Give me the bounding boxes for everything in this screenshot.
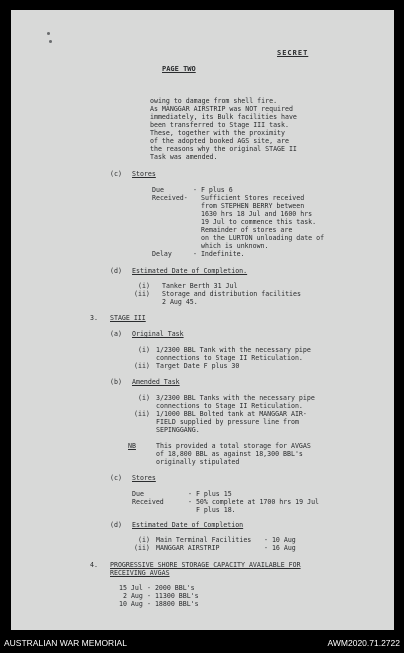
item-label: (c)	[110, 474, 122, 482]
text-line: Task was amended.	[150, 153, 218, 161]
document-page	[11, 10, 394, 630]
item-label: (a)	[110, 330, 122, 338]
item-label: (d)	[110, 521, 122, 529]
item-number: (i)	[138, 346, 150, 354]
text-line: been transferred to Stage III task.	[150, 121, 289, 129]
due-value: - F plus 6	[193, 186, 233, 194]
text-line: Sufficient Stores received	[201, 194, 305, 202]
section-title: RECEIVING AVGAS	[110, 569, 170, 577]
text-line: 1/2300 BBL Tank with the necessary pipe	[156, 346, 311, 354]
row-value: - 18800 BBL's	[147, 600, 199, 608]
text-line: Target Date F plus 30	[156, 362, 240, 370]
text-line: on the LURTON unloading date of	[201, 234, 325, 242]
text-line: 19 Jul to commence this task.	[201, 218, 317, 226]
text-line: from STEPHEN BERRY between	[201, 202, 305, 210]
subsection-title: Estimated Date of Completion	[132, 521, 244, 529]
subsection-title: Amended Task	[132, 378, 180, 386]
classification-marking: SECRET	[277, 49, 309, 57]
punch-hole	[47, 32, 50, 35]
delay-label: Delay	[152, 250, 172, 258]
row-date: 15 Jul	[119, 584, 143, 592]
text-line: of 18,800 BBL as against 18,300 BBL's	[156, 450, 303, 458]
item-number: (i)	[138, 282, 150, 290]
text-line: originally stipulated	[156, 458, 240, 466]
section-number: 4.	[90, 561, 98, 569]
text-line: Remainder of stores are	[201, 226, 293, 234]
date-value: - 10 Aug	[264, 536, 296, 544]
due-label: Due	[132, 490, 144, 498]
text-line: These, together with the proximity	[150, 129, 285, 137]
text-line: FIELD supplied by pressure line from	[156, 418, 299, 426]
item-number: (ii)	[134, 544, 150, 552]
footer-credit: AUSTRALIAN WAR MEMORIAL	[4, 638, 127, 648]
section-title: Estimated Date of Completion.	[132, 267, 248, 275]
page-heading: PAGE TWO	[162, 65, 196, 73]
row-date: 10 Aug	[119, 600, 143, 608]
text-line: connections to Stage II Reticulation.	[156, 354, 303, 362]
text-line: As MANGGAR AIRSTRIP was NOT required	[150, 105, 293, 113]
subsection-title: Stores	[132, 474, 156, 482]
delay-value: - Indefinite.	[193, 250, 245, 258]
text-line: owing to damage from shell fire.	[150, 97, 278, 105]
text-line: This provided a total storage for AVGAS	[156, 442, 311, 450]
section-number: 3.	[90, 314, 98, 322]
text-line: 3/2300 BBL Tanks with the necessary pipe	[156, 394, 315, 402]
subsection-title: Original Task	[132, 330, 184, 338]
section-title: Stores	[132, 170, 156, 178]
date-value: - 16 Aug	[264, 544, 296, 552]
text-line: Tanker Berth 31 Jul	[162, 282, 238, 290]
section-title: STAGE III	[110, 314, 146, 322]
text-line: - 50% complete at 1700 hrs 19 Jul	[188, 498, 320, 506]
item-number: (i)	[138, 536, 150, 544]
due-label: Due	[152, 186, 164, 194]
footer-accession-number: AWM2020.71.2722	[327, 638, 400, 648]
due-value: - F plus 15	[188, 490, 232, 498]
text-line: F plus 18.	[188, 506, 236, 514]
text-line: connections to Stage II Reticulation.	[156, 402, 303, 410]
text-line: Main Terminal Facilities	[156, 536, 252, 544]
text-line: Storage and distribution facilities	[162, 290, 301, 298]
section-title: PROGRESSIVE SHORE STORAGE CAPACITY AVAILABLE FOR	[110, 561, 301, 569]
item-number: (ii)	[134, 290, 150, 298]
text-line: of the adopted booked AGS site, are	[150, 137, 289, 145]
text-line: which is unknown.	[201, 242, 269, 250]
item-number: (i)	[138, 394, 150, 402]
item-label: (c)	[110, 170, 122, 178]
row-value: - 2000 BBL's	[147, 584, 195, 592]
text-line: the reasons why the original STAGE II	[150, 145, 297, 153]
row-value: - 11300 BBL's	[147, 592, 199, 600]
punch-hole	[49, 40, 52, 43]
nb-label: NB	[128, 442, 136, 450]
text-line: MANGGAR AIRSTRIP	[156, 544, 220, 552]
row-date: 2 Aug	[123, 592, 143, 600]
received-label: Received-	[152, 194, 188, 202]
item-label: (b)	[110, 378, 122, 386]
text-line: SEPINGGANG.	[156, 426, 200, 434]
item-number: (ii)	[134, 410, 150, 418]
item-number: (ii)	[134, 362, 150, 370]
text-line: immediately, its Bulk facilities have	[150, 113, 297, 121]
text-line: 1630 hrs 18 Jul and 1600 hrs	[201, 210, 313, 218]
received-label: Received	[132, 498, 164, 506]
item-label: (d)	[110, 267, 122, 275]
text-line: 1/1000 BBL Bolted tank at MANGGAR AIR-	[156, 410, 307, 418]
text-line: 2 Aug 45.	[162, 298, 198, 306]
